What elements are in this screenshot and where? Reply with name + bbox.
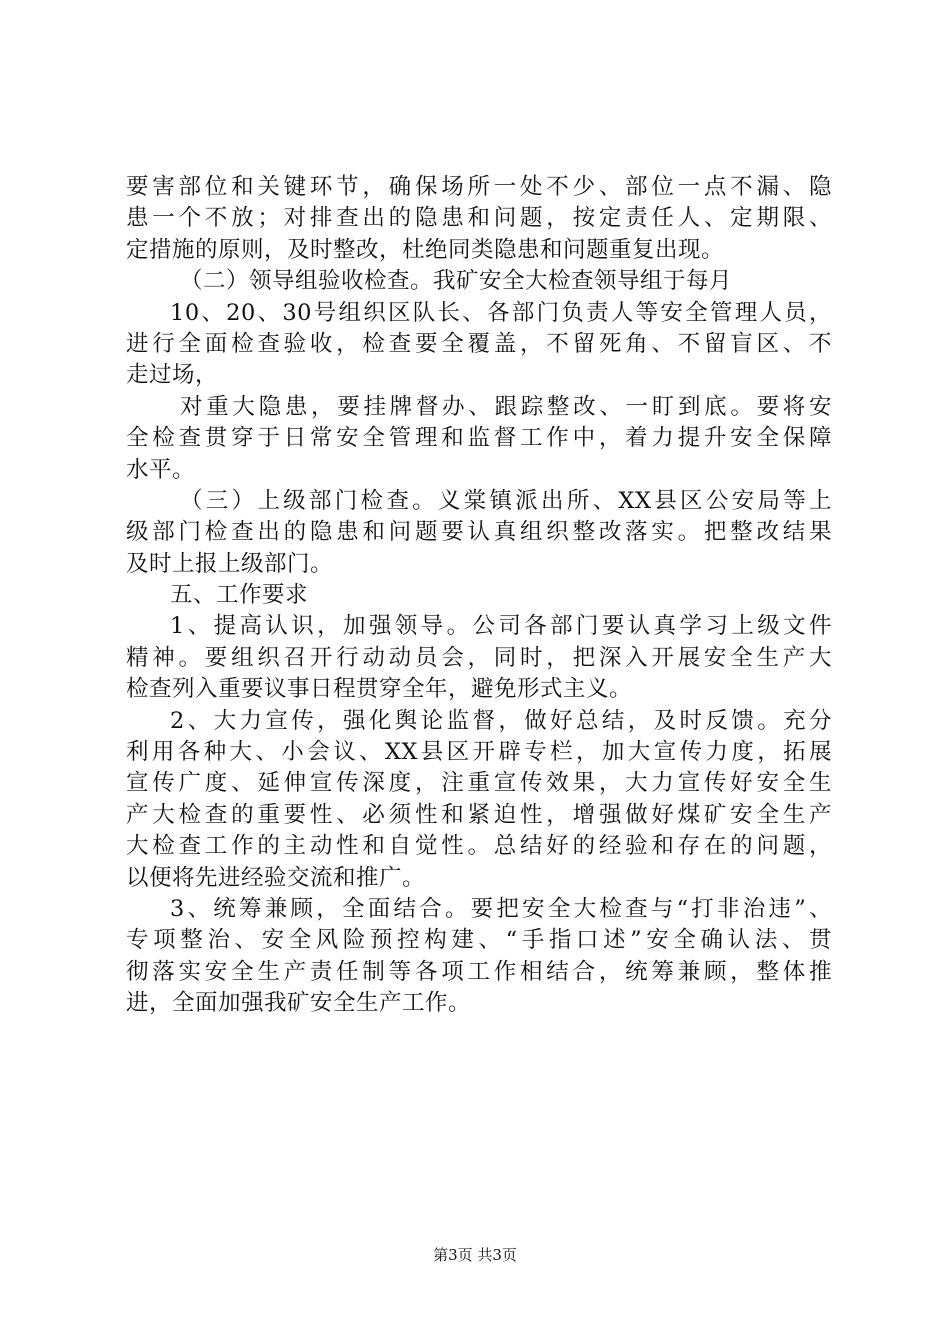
text-line: 彻落实安全生产责任制等各项工作相结合，统筹兼顾，整体推: [126, 958, 832, 985]
text-line: 利用各种大、小会议、XX县区开辟专栏，加大宣传力度，拓展: [126, 739, 832, 766]
text-line: 级部门检查出的隐患和问题要认真组织整改落实。把整改结果: [126, 519, 832, 546]
text-line: 宣传广度、延伸宣传深度，注重宣传效果，大力宣传好安全生: [126, 770, 832, 797]
item-1-line: 1、提高认识，加强领导。公司各部门要认真学习上级文件: [170, 613, 832, 640]
text-line: 对重大隐患，要挂牌督办、跟踪整改、一盯到底。要将安: [180, 393, 832, 420]
text-line: 进，全面加强我矿安全生产工作。: [126, 990, 472, 1017]
section-heading-3: （三）上级部门检查。义棠镇派出所、XX县区公安局等上: [180, 487, 832, 514]
text-line: 大检查工作的主动性和自觉性。总结好的经验和存在的问题，: [126, 833, 832, 860]
item-3-line: 3、统筹兼顾，全面结合。要把安全大检查与“打非治违”、: [170, 895, 832, 922]
page-number-label: 第3页 共3页: [433, 1246, 517, 1264]
section-heading-2: （二）领导组验收检查。我矿安全大检查领导组于每月: [180, 268, 733, 295]
document-body: [126, 172, 832, 1020]
text-line: 全检查贯穿于日常安全管理和监督工作中，着力提升安全保障: [126, 425, 832, 452]
text-line: 患一个不放；对排查出的隐患和问题，按定责任人、定期限、: [126, 205, 832, 232]
text-line: 检查列入重要议事日程贯穿全年，避免形式主义。: [126, 676, 633, 703]
text-line: 水平。: [126, 456, 196, 483]
page-footer: [0, 1245, 950, 1265]
text-line: 进行全面检查验收，检查要全覆盖，不留死角、不留盲区、不: [126, 330, 832, 357]
text-line: 走过场，: [126, 362, 219, 389]
section-heading-5: 五、工作要求: [170, 582, 309, 609]
text-line: 及时上报上级部门。: [126, 550, 334, 577]
text-line: 产大检查的重要性、必须性和紧迫性，增强做好煤矿安全生产: [126, 801, 832, 828]
text-line: 以便将先进经验交流和推广。: [126, 864, 426, 891]
text-line: 专项整治、安全风险预控构建、“手指口述”安全确认法、贯: [126, 927, 832, 954]
item-2-line: 2、大力宣传，强化舆论监督，做好总结，及时反馈。充分: [170, 707, 832, 734]
text-line: 精神。要组织召开行动动员会，同时，把深入开展安全生产大: [126, 644, 832, 671]
text-line: 定措施的原则，及时整改，杜绝同类隐患和问题重复出现。: [126, 236, 725, 263]
text-line: 要害部位和关键环节，确保场所一处不少、部位一点不漏、隐: [126, 174, 832, 200]
text-line: 10、20、30号组织区队长、各部门负责人等安全管理人员，: [170, 299, 832, 326]
